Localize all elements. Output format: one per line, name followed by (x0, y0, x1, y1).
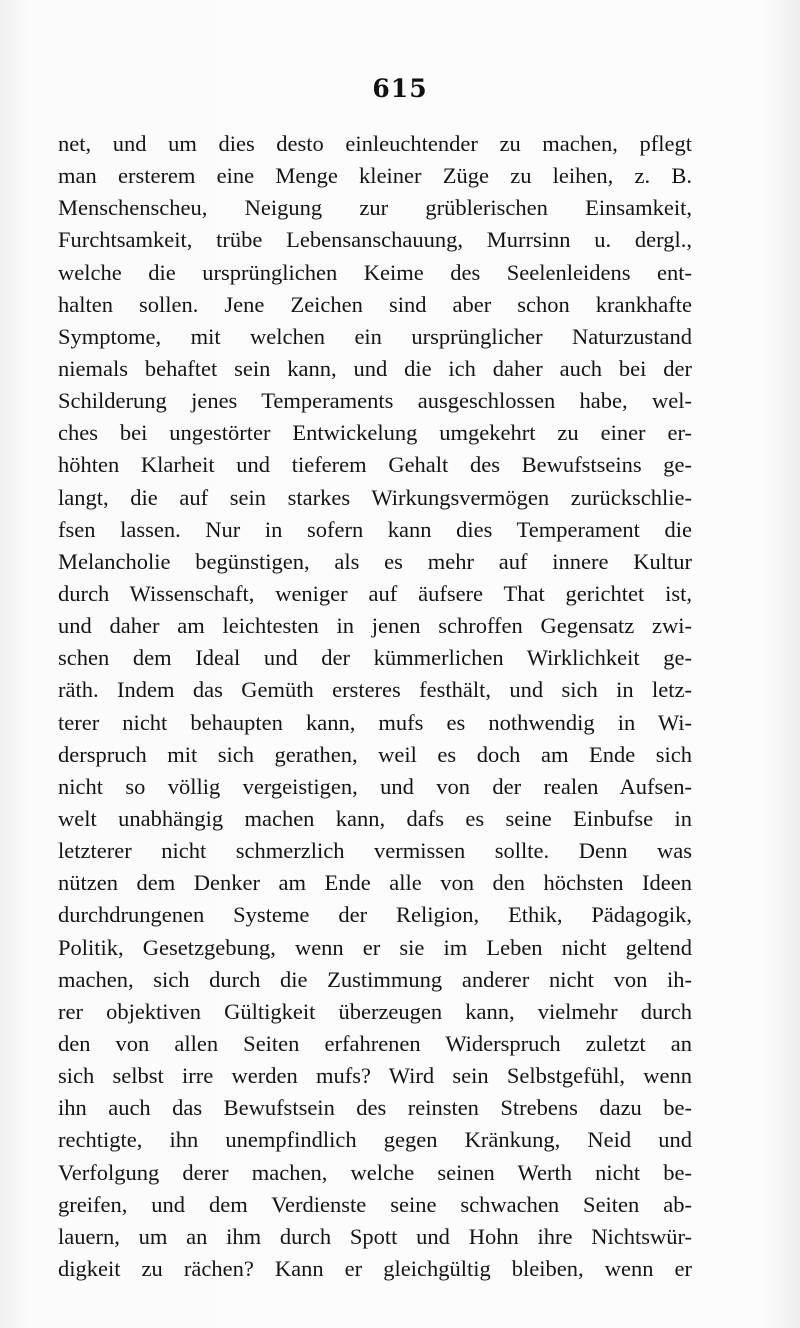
text-line: net, und um dies desto einleuchtender zu machen, pflegt (58, 131, 692, 156)
text-line: niemals behaftet sein kann, und die ich daher auch bei der (58, 355, 692, 381)
text-line: durchdrungenen Systeme der Religion, Ethik, Pädagogik, (58, 902, 692, 928)
page-number: 615 (372, 74, 428, 103)
text-line: nicht so völlig vergeistigen, und von der realen Aufsen- (58, 773, 692, 799)
text-line: ihn auch das Bewufstsein des reinsten Strebens dazu be- (58, 1095, 692, 1121)
text-line: rer objektiven Gültigkeit überzeugen kann, vielmehr durch (58, 998, 692, 1024)
text-line: Symptome, mit welchen ein ursprünglicher Naturzustand (58, 323, 692, 349)
text-line: machen, sich durch die Zustimmung anderer nicht von ih- (58, 966, 692, 992)
text-line: fsen lassen. Nur in sofern kann dies Temperament die (58, 516, 692, 542)
text-line: Verfolgung derer machen, welche seinen Werth nicht be- (58, 1159, 692, 1185)
text-line: Melancholie begünstigen, als es mehr auf innere Kultur (58, 548, 692, 574)
text-line: schen dem Ideal und der kümmerlichen Wirklichkeit ge- (58, 645, 692, 671)
text-line: rechtigte, ihn unempfindlich gegen Kränkung, Neid und (58, 1127, 692, 1153)
text-line: terer nicht behaupten kann, mufs es nothwendig in Wi- (58, 709, 692, 735)
text-line: Politik, Gesetzgebung, wenn er sie im Leben nicht geltend (58, 934, 692, 960)
text-line: und daher am leichtesten in jenen schroffen Gegensatz zwi- (58, 613, 692, 639)
text-line: derspruch mit sich gerathen, weil es doch am Ende sich (58, 741, 692, 767)
text-line: welt unabhängig machen kann, dafs es seine Einbufse in (58, 805, 692, 831)
text-line: letzterer nicht schmerzlich vermissen sollte. Denn was (58, 838, 692, 864)
text-line: den von allen Seiten erfahrenen Widerspruch zuletzt an (58, 1030, 692, 1056)
text-line: Furchtsamkeit, trübe Lebensanschauung, Murrsinn u. dergl., (58, 227, 692, 253)
text-line: lauern, um an ihm durch Spott und Hohn ihre Nichtswür- (58, 1223, 692, 1249)
text-line: digkeit zu rächen? Kann er gleichgültig bleiben, wenn er (58, 1255, 692, 1281)
body-text (58, 128, 692, 1285)
text-line: sich selbst irre werden mufs? Wird sein Selbstgefühl, wenn (58, 1063, 692, 1089)
text-line: langt, die auf sein starkes Wirkungsvermögen zurückschlie- (58, 484, 692, 510)
text-line: durch Wissenschaft, weniger auf äufsere That gerichtet ist, (58, 580, 692, 606)
text-line: halten sollen. Jene Zeichen sind aber schon krankhafte (58, 291, 692, 317)
text-line: greifen, und dem Verdienste seine schwachen Seiten ab- (58, 1191, 692, 1217)
text-line: ches bei ungestörter Entwickelung umgekehrt zu einer er- (58, 420, 692, 446)
text-line: nützen dem Denker am Ende alle von den höchsten Ideen (58, 870, 692, 896)
text-line: Menschenscheu, Neigung zur grüblerischen Einsamkeit, (58, 195, 692, 221)
text-line: räth. Indem das Gemüth ersteres festhält, und sich in letz- (58, 677, 692, 703)
text-line: höhten Klarheit und tieferem Gehalt des Bewufstseins ge- (58, 452, 692, 478)
text-line: welche die ursprünglichen Keime des Seelenleidens ent- (58, 259, 692, 285)
text-line: Schilderung jenes Temperaments ausgeschlossen habe, wel- (58, 388, 692, 414)
text-line: man ersterem eine Menge kleiner Züge zu leihen, z. B. (58, 163, 692, 189)
